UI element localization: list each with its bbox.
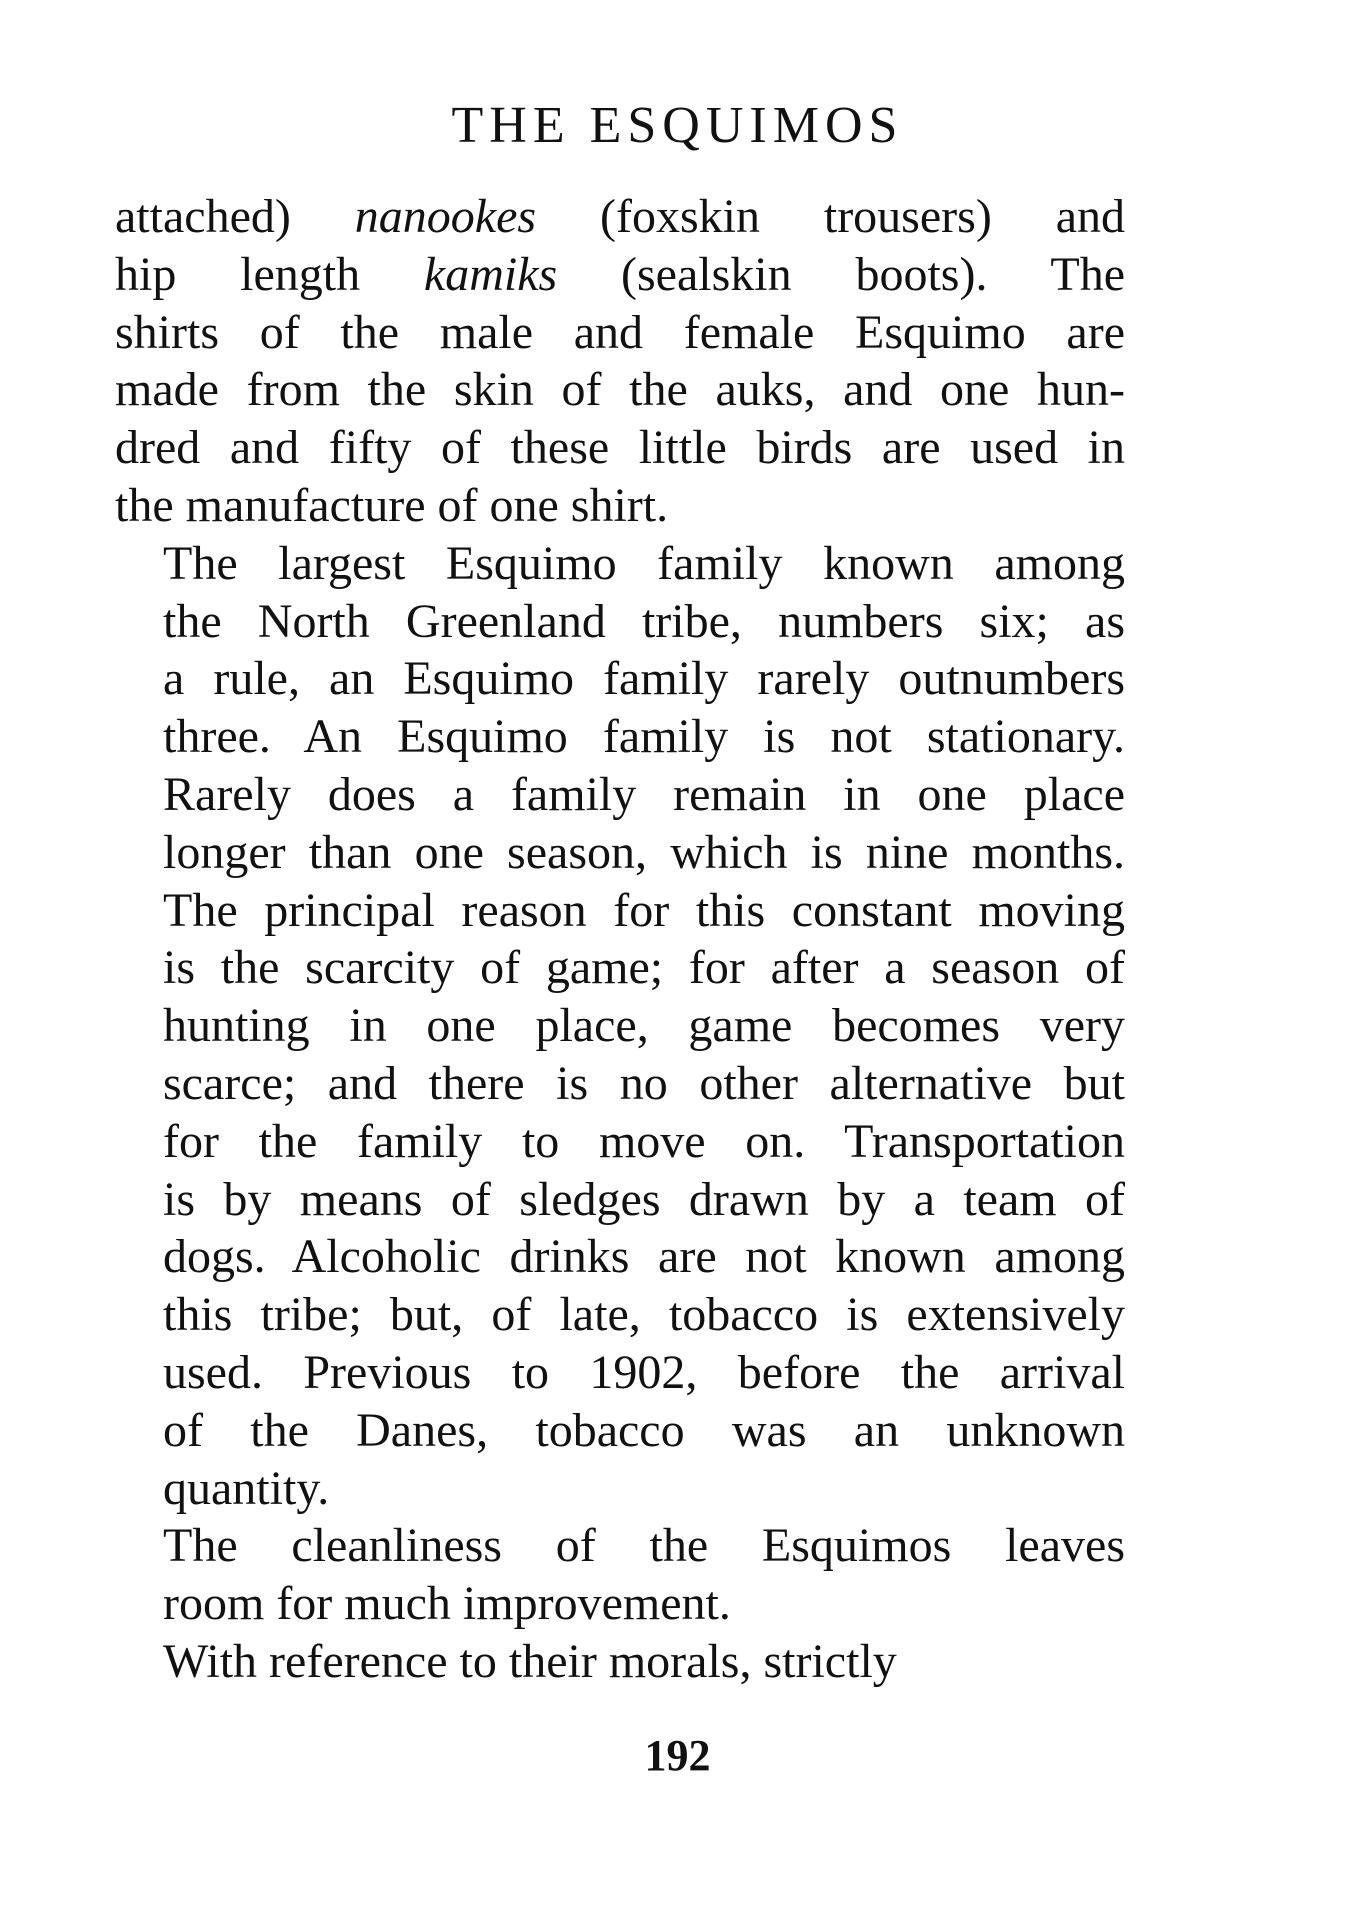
- paragraph-2: [115, 535, 1125, 1518]
- text-line: room for much improvement.: [163, 1577, 731, 1631]
- text-line: The cleanliness of the Esquimos leaves: [163, 1519, 1125, 1573]
- running-head: THE ESQUIMOS: [451, 97, 904, 154]
- paragraph-3: [115, 1517, 1125, 1633]
- text-line: longer than one season, which is nine months.: [163, 825, 1125, 879]
- text-line: used. Previous to 1902, before the arrival: [163, 1345, 1125, 1399]
- text-line: the manufacture of one shirt.: [115, 478, 669, 532]
- text-line: Rarely does a family remain in one place: [163, 767, 1125, 821]
- text-line: made from the skin of the auks, and one hun-: [115, 363, 1125, 417]
- text-line: scarce; and there is no other alternative but: [163, 1056, 1125, 1110]
- page-number: 192: [644, 1731, 711, 1780]
- body-text: [115, 188, 1125, 1691]
- text-line: quantity.: [163, 1461, 330, 1515]
- text-line: this tribe; but, of late, tobacco is extensively: [163, 1288, 1125, 1342]
- text-line: attached) nanookes (foxskin trousers) and: [115, 190, 1126, 243]
- text-line: The largest Esquimo family known among: [163, 536, 1125, 590]
- text-line: is by means of sledges drawn by a team of: [163, 1172, 1125, 1226]
- text-line: is the scarcity of game; for after a season of: [163, 941, 1125, 995]
- text-line: The principal reason for this constant moving: [163, 883, 1125, 937]
- text-line: the North Greenland tribe, numbers six; as: [163, 594, 1125, 648]
- text-line: dred and fifty of these little birds are used in: [115, 421, 1125, 475]
- text-line: a rule, an Esquimo family rarely outnumbers: [163, 652, 1125, 706]
- text-line: hip length kamiks (sealskin boots). The: [115, 247, 1126, 301]
- text-line: three. An Esquimo family is not stationary.: [163, 710, 1125, 764]
- text-line: for the family to move on. Transportation: [163, 1114, 1125, 1168]
- text-line: dogs. Alcoholic drinks are not known among: [163, 1230, 1125, 1284]
- italic-term: kamiks: [423, 247, 558, 301]
- text-line: With reference to their morals, strictly: [163, 1634, 897, 1688]
- text-line: hunting in one place, game becomes very: [163, 999, 1125, 1053]
- italic-term: nanookes: [354, 190, 537, 243]
- text-line: of the Danes, tobacco was an unknown: [163, 1403, 1125, 1457]
- paragraph-4: [115, 1633, 1125, 1691]
- paragraph-1: [115, 188, 1125, 535]
- text-line: shirts of the male and female Esquimo are: [115, 305, 1125, 359]
